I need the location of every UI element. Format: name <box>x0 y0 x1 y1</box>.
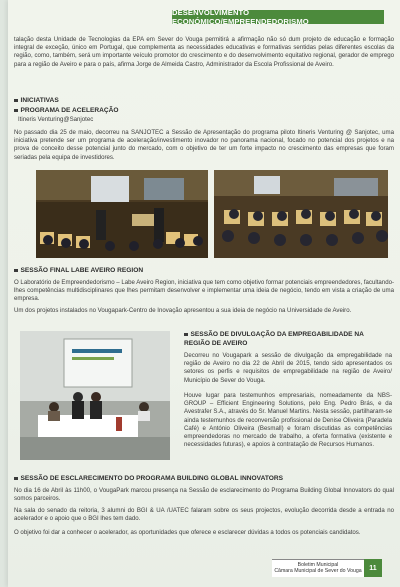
programa-paragraph: No passado dia 25 de maio, decorreu na SANJOTEC a Sessão de Apresentação do programa piloto Itineris Venturing @ Sanjotec, uma iniciativa pretende ser um programa de aceleração/investimento inovador no panorama nacional, focado no potencial dos projetos e na prova de conceito desse potencial junto do mercado, com o objetivo de ter um forte impacto no crescimento das empresas que foram seriadas pela equipa de investidores. <box>14 129 394 161</box>
building-global-heading-text: SESSÃO DE ESCLARECIMENTO DO PROGRAMA BUILDING GLOBAL INNOVATORS <box>20 475 284 482</box>
document-page <box>8 0 400 587</box>
building-global-paragraph-2: Na sala do senado da reitoria, 3 alumni do BGI & UA /UATEC falaram sobre os seus projectos, evolução decorrida desde a entrada no acelerador e o apoio que o BGI lhes tem dado. <box>14 507 394 523</box>
programa-tagline: Itineris Venturing@Sanjotec <box>18 116 94 123</box>
empregabilidade-paragraph-2: Houve lugar para testemunhos empresariais, nomeadamente da NBS-GROUP – Efficient Engineering Solutions, pelo Eng. Pedro Brás, e da Avestrafer S.A., através do Sr. Manuel Martins. Nesta sessão, partilharam-se ainda testemunhos de reconversão profissional de Denise Oliveira (Paradela Café) e António Oliveira (Besmall) e foram discutidas as competências empreendedoras no mercado de trabalho, a oferta formativa (existente e necessidades futuras), e apoios à contratação de Recursos Humanos. <box>184 392 392 449</box>
empregabilidade-heading <box>184 331 390 348</box>
building-global-paragraph-1: No dia 16 de Abril às 11h00, o VougaPark marcou presença na Sessão de esclarecimento do Programa Building Global Innovators do qual somos parceiros. <box>14 487 394 503</box>
auditorium-photo-left-image <box>36 170 208 258</box>
building-global-paragraph-3: O objetivo foi dar a conhecer o acelerador, as oportunidades que oferece e esclarecer dúvidas a todos os potenciais candidatos. <box>14 529 361 536</box>
section-header-band <box>172 10 384 24</box>
section-title: DESENVOLVIMENTO ECONÓMICO/EMPREENDEDORISMO <box>172 8 309 26</box>
bullet-icon <box>14 109 18 113</box>
bullet-icon <box>14 269 18 273</box>
bullet-icon <box>14 99 18 103</box>
intro-paragraph: talação desta Unidade de Tecnologias da EPA em Sever do Vouga permitirá a afirmação não só dum projeto de educação e formação integral de exceção, único em Portugal, que complementa as necessidades educativas e formativas sentidas pelas diferentes escolas da região, como, também, será um importante veículo promotor do crescimento e do desenvolvimento equitativo regional, gerador de emprego para a região de Aveiro e para o país, afirma Jorge de Almeida Castro, Administrador da Escola Profissional de Aveiro. <box>14 36 394 68</box>
labe-paragraph-1: O Laboratório de Empreendedorismo – Labe Aveiro Region, iniciativa que tem como objetivo formar potenciais empreendedores, facultando-lhes competências multidisciplinares que lhes permitam desenvolver e implementar uma ideia de negócio, tendo em vista a criação de uma empresa. <box>14 279 394 303</box>
building-global-heading <box>14 475 283 483</box>
auditorium-photo-right <box>214 170 388 258</box>
iniciativas-heading-text: INICIATIVAS <box>20 97 59 104</box>
panel-presentation-photo <box>20 331 170 460</box>
bullet-icon <box>14 477 18 481</box>
iniciativas-heading <box>14 97 59 105</box>
bullet-icon <box>184 333 188 337</box>
footer-publisher: Câmara Municipal de Sever do Vouga <box>274 568 362 575</box>
programa-aceleracao-heading <box>14 107 119 115</box>
auditorium-photo-left <box>36 170 208 258</box>
panel-presentation-image <box>20 331 170 460</box>
labe-paragraph-2: Um dos projetos instalados no Vougapark-Centro de Inovação apresentou a sua ideia de negócio na Universidade de Aveiro. <box>14 307 352 314</box>
footer-text <box>272 559 364 577</box>
footer-publication: Boletim Municipal <box>297 562 339 568</box>
labe-heading <box>14 267 143 275</box>
empregabilidade-heading-text: SESSÃO DE DIVULGAÇÃO DA EMPREGABILIDADE NA REGIÃO DE AVEIRO <box>184 331 364 347</box>
page-number: 11 <box>364 559 382 577</box>
labe-heading-text: SESSÃO FINAL LABE AVEIRO REGION <box>20 267 144 274</box>
empregabilidade-paragraph-1: Decorreu no Vougapark a sessão de divulgação da empregabilidade na região de Aveiro no dia 22 de Abril de 2015, tendo sido apresentados os setores os perfis e requisitos de empregabilidade na região de Aveiro/ Município de Sever do Vouga. <box>184 352 392 384</box>
auditorium-photo-right-image <box>214 170 388 258</box>
programa-aceleracao-heading-text: PROGRAMA DE ACELERAÇÃO <box>20 107 119 114</box>
footer <box>272 559 382 577</box>
